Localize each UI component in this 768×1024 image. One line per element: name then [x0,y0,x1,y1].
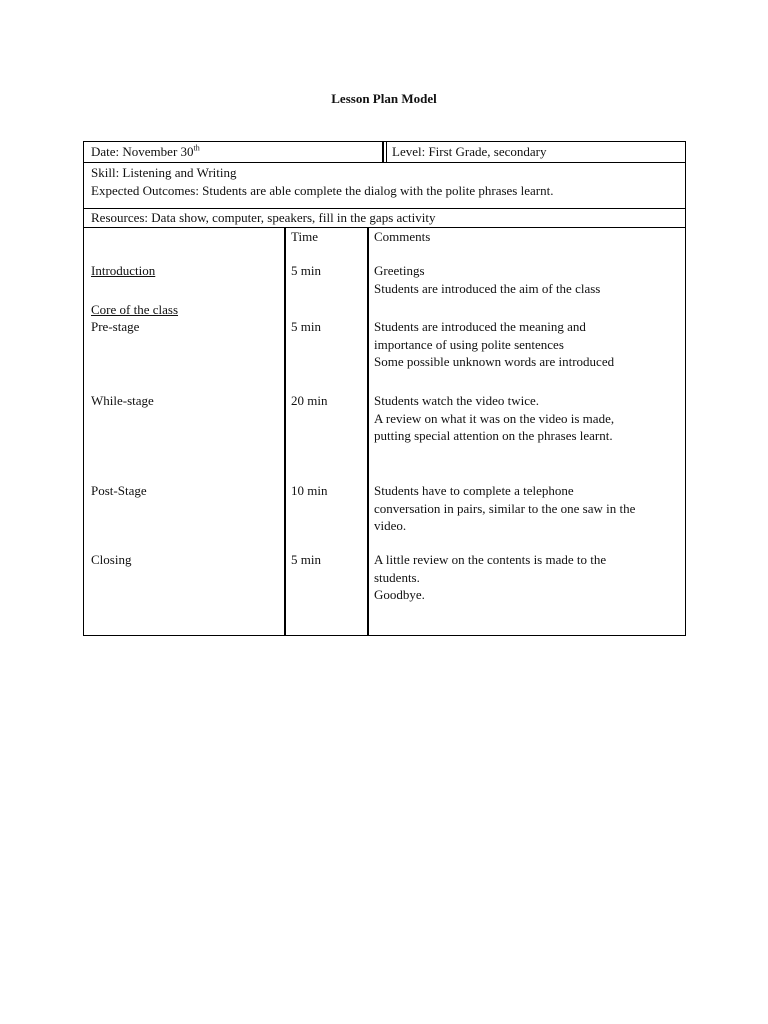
stage-name-closing: Closing [91,552,132,567]
comment-line: Greetings [374,263,425,278]
comment-line: Students watch the video twice. [374,393,539,408]
resources-row: Resources: Data show, computer, speakers, fill in the gaps activity [83,209,686,228]
skill-text: Skill: Listening and Writing [91,165,237,180]
expected-outcomes-text: Expected Outcomes: Students are able complete the dialog with the polite phrases learnt. [91,182,554,198]
comment-line: Students are introduced the aim of the class [374,280,601,296]
comment-line: conversation in pairs, similar to the one saw in the [374,500,636,516]
time-column-header: Time [291,229,318,244]
date-suffix: th [193,143,200,153]
skill-row [83,163,686,209]
column-divider [367,228,369,635]
stage-comments-introduction [374,262,600,297]
level-cell: Level: First Grade, secondary [386,142,685,162]
stage-name-post-stage: Post-Stage [91,483,147,498]
stage-name-introduction: Introduction [91,263,156,278]
stage-time-introduction: 5 min [291,263,321,278]
stage-name-pre-stage: Pre-stage [91,319,140,334]
comments-column-header: Comments [374,229,431,244]
stage-comments-while-stage [374,392,614,445]
column-divider [284,228,286,635]
section-core-of-class: Core of the class [91,302,179,317]
comment-line: students. [374,569,420,585]
page-title: Lesson Plan Model [331,91,437,106]
date-text: Date: November 30 [91,144,194,159]
comment-line: Students have to complete a telephone [374,483,574,498]
comment-line: video. [374,518,407,533]
comment-line: Goodbye. [374,587,425,602]
comment-line: putting special attention on the phrases learnt. [374,428,613,443]
stage-comments-post-stage [374,482,635,535]
stage-comments-closing [374,551,606,604]
comment-line: Some possible unknown words are introduced [374,354,615,369]
stage-time-pre-stage: 5 min [291,319,321,334]
date-cell [84,142,384,162]
stage-time-closing: 5 min [291,552,321,567]
lesson-plan-table [83,141,686,636]
comment-line: A little review on the contents is made to the [374,552,607,567]
stage-comments-pre-stage [374,318,614,371]
comment-line: importance of using polite sentences [374,336,564,352]
comment-line: A review on what it was on the video is made, [374,410,615,426]
stage-time-while-stage: 20 min [291,393,328,408]
stage-time-post-stage: 10 min [291,483,328,498]
comment-line: Students are introduced the meaning and [374,319,586,334]
stage-name-while-stage: While-stage [91,393,154,408]
header-row [83,141,686,163]
stages-row [83,228,686,636]
